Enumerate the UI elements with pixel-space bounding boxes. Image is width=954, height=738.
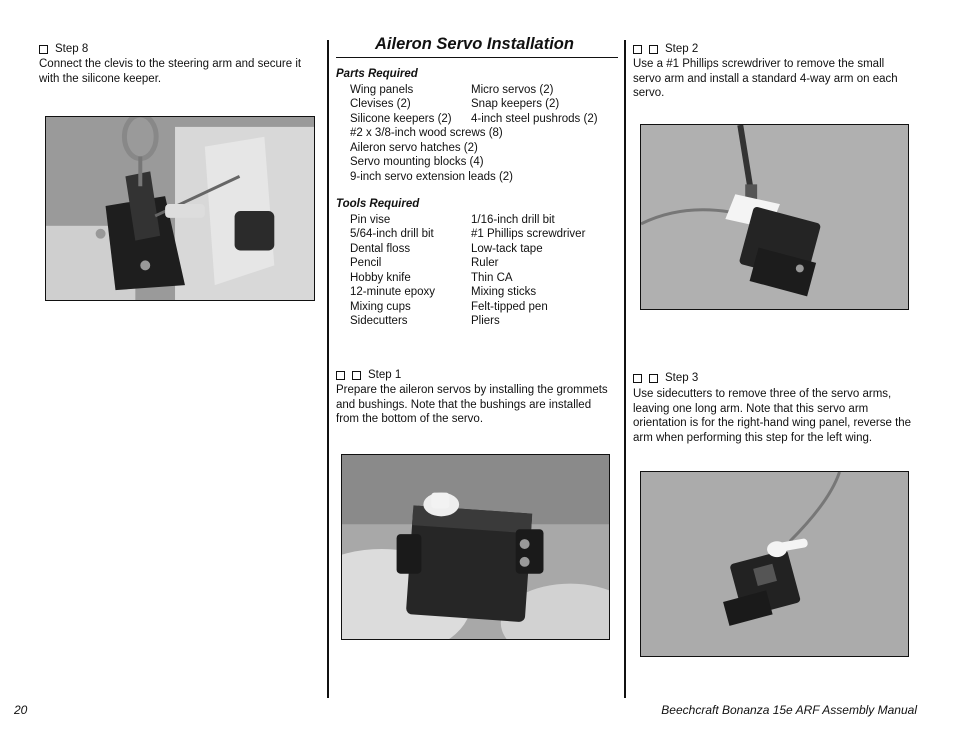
parts-item: 9-inch servo extension leads (2) <box>350 171 513 183</box>
step1-checkbox-b[interactable] <box>352 371 361 380</box>
tools-item: Felt-tipped pen <box>471 301 548 313</box>
tools-item: Mixing cups <box>350 301 411 313</box>
step3-checkbox-a[interactable] <box>633 374 642 383</box>
tools-item: #1 Phillips screwdriver <box>471 228 586 240</box>
column-divider-left <box>327 40 329 698</box>
parts-heading: Parts Required <box>336 68 418 80</box>
parts-item: Snap keepers (2) <box>471 98 560 110</box>
step2-heading <box>633 43 698 55</box>
tools-item: Mixing sticks <box>471 286 537 298</box>
parts-item: 4-inch steel pushrods (2) <box>471 113 598 125</box>
tools-item: Pencil <box>350 257 382 269</box>
tools-item: Pliers <box>471 315 500 327</box>
tools-heading: Tools Required <box>336 198 420 210</box>
tools-item: 1/16-inch drill bit <box>471 214 555 226</box>
step3-heading <box>633 372 698 384</box>
tools-item: Ruler <box>471 257 499 269</box>
step1-photo <box>341 454 610 640</box>
parts-item: #2 x 3/8-inch wood screws (8) <box>350 127 503 139</box>
parts-item: Silicone keepers (2) <box>350 113 452 125</box>
step8-text: Connect the clevis to the steering arm and secure it with the silicone keeper. <box>39 58 302 85</box>
tools-item: Pin vise <box>350 214 391 226</box>
step2-photo <box>640 124 909 310</box>
tools-item: Sidecutters <box>350 315 408 327</box>
step3-checkbox-b[interactable] <box>649 374 658 383</box>
section-title: Aileron Servo Installation <box>375 35 574 53</box>
step3-text: Use sidecutters to remove three of the servo arms, leaving one long arm. Note that this servo arm orientation is for the right-hand wing panel, reverse the arm when performing this step for the left wing. <box>633 388 912 444</box>
step8-photo <box>45 116 315 301</box>
step2-checkbox-a[interactable] <box>633 45 642 54</box>
step2-label: Step 2 <box>665 43 699 55</box>
manual-title: Beechcraft Bonanza 15e ARF Assembly Manual <box>661 703 917 717</box>
step8-heading <box>39 43 88 55</box>
parts-item: Micro servos (2) <box>471 84 554 96</box>
step1-text: Prepare the aileron servos by installing the grommets and bushings. Note that the bushings are installed from the bottom of the servo. <box>336 384 608 426</box>
parts-item: Servo mounting blocks (4) <box>350 156 484 168</box>
tools-item: Thin CA <box>471 272 513 284</box>
step1-label: Step 1 <box>368 369 402 381</box>
step2-text: Use a #1 Phillips screwdriver to remove the small servo arm and install a standard 4-way arm on each servo. <box>633 58 898 100</box>
tools-item: Low-tack tape <box>471 243 543 255</box>
parts-item: Clevises (2) <box>350 98 411 110</box>
parts-item: Wing panels <box>350 84 414 96</box>
step3-label: Step 3 <box>665 372 699 384</box>
tools-item: 12-minute epoxy <box>350 286 436 298</box>
step2-checkbox-b[interactable] <box>649 45 658 54</box>
tools-item: Dental floss <box>350 243 411 255</box>
tools-item: 5/64-inch drill bit <box>350 228 434 240</box>
step1-heading <box>336 369 401 381</box>
parts-item: Aileron servo hatches (2) <box>350 142 478 154</box>
page-number: 20 <box>14 703 28 717</box>
step8-checkbox[interactable] <box>39 45 48 54</box>
step1-checkbox-a[interactable] <box>336 371 345 380</box>
title-underline <box>336 57 618 58</box>
step3-photo <box>640 471 909 657</box>
column-divider-right <box>624 40 626 698</box>
step8-label: Step 8 <box>55 43 89 55</box>
tools-item: Hobby knife <box>350 272 411 284</box>
